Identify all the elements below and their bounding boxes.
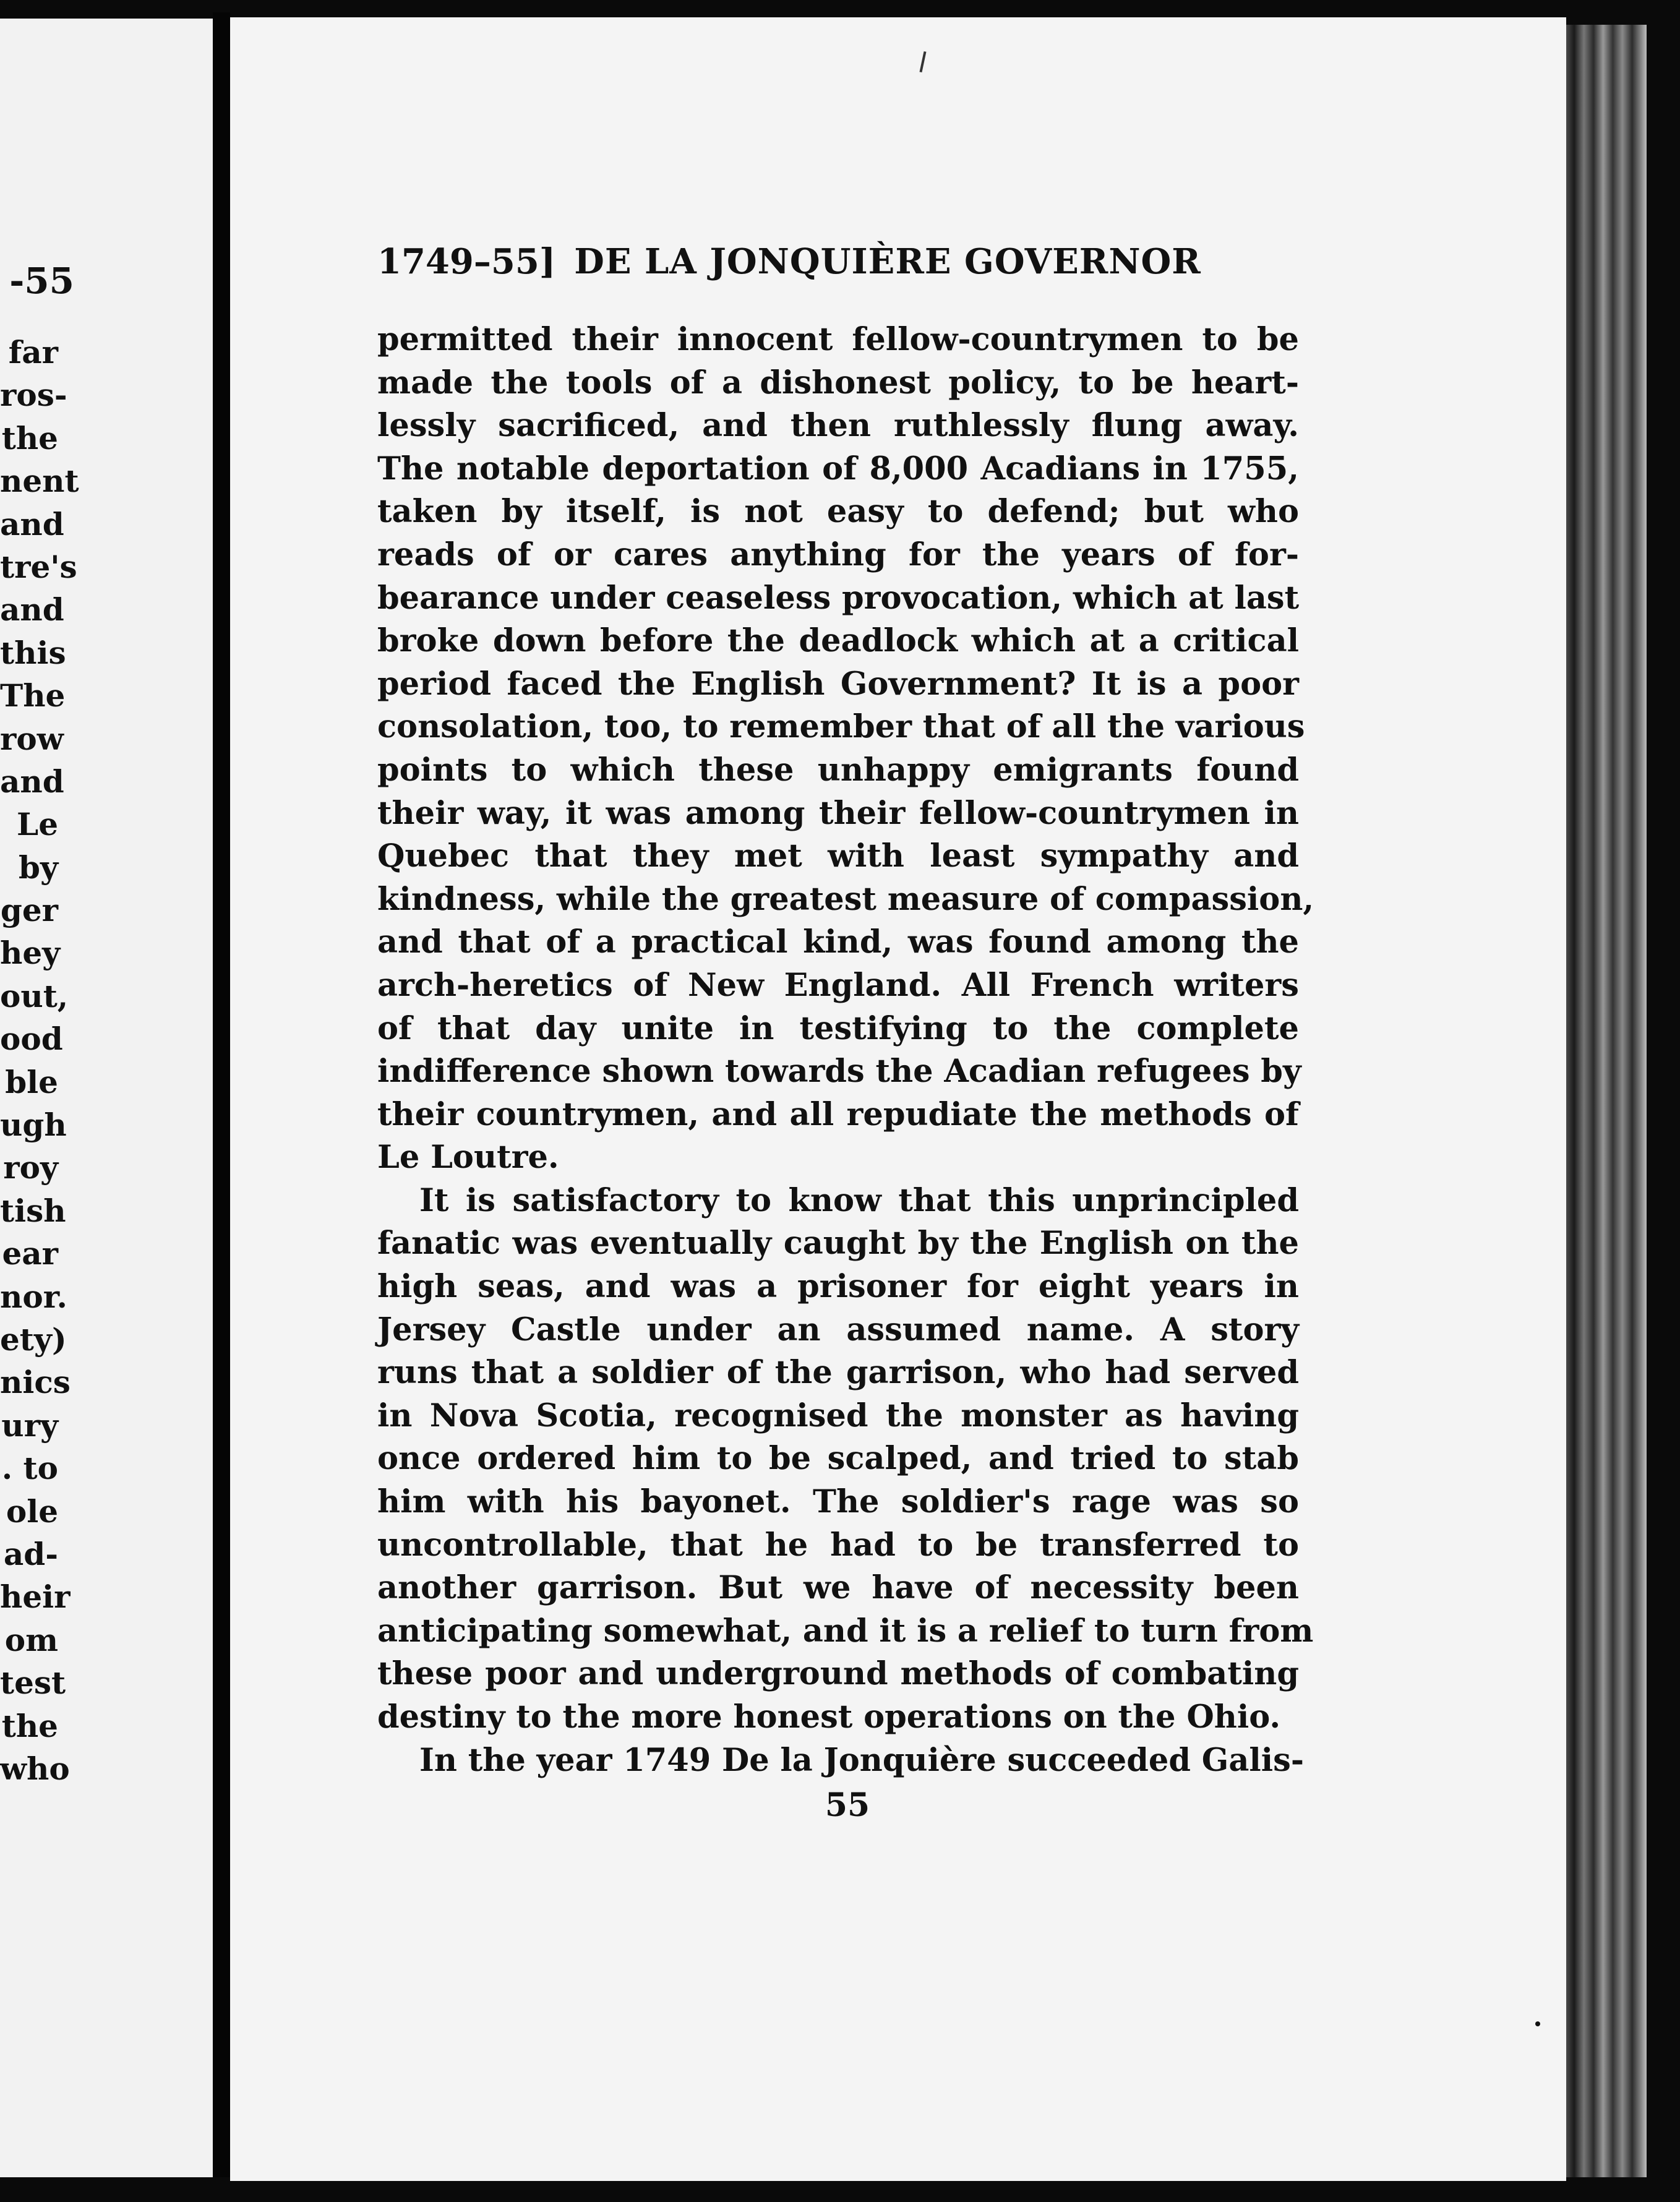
left-page-line-fragment: and (0, 505, 64, 542)
left-page-line-fragment: ger (0, 892, 58, 929)
text-line: lessly sacrificed, and then ruthlessly flung away. (377, 407, 1299, 445)
running-head-years: 1749–55] (377, 241, 556, 282)
left-page-line-fragment: Le (17, 806, 58, 843)
left-page-line-fragment: om (4, 1621, 58, 1658)
left-page-line-fragment: by (18, 849, 58, 886)
text-line: their way, it was among their fellow-countrymen in (377, 794, 1299, 832)
left-page-line-fragment: out, (0, 977, 69, 1014)
text-line: made the tools of a dishonest policy, to be heart- (377, 364, 1299, 401)
text-line: these poor and underground methods of combating (377, 1655, 1299, 1693)
left-page-line-fragment: heir (0, 1579, 71, 1616)
left-page-text-fragments (0, 331, 79, 1790)
page-number: 55 (825, 1786, 870, 1824)
page-smudge-mark (920, 51, 927, 72)
book-page-edge (1566, 25, 1647, 2177)
left-page-line-fragment: ood (0, 1021, 63, 1058)
page-speck (1535, 2021, 1540, 2026)
text-line: taken by itself, is not easy to defend; but who (377, 493, 1299, 531)
left-page-line-fragment: ugh (0, 1107, 67, 1144)
left-page-line-fragment: far (8, 334, 58, 371)
text-line: permitted their innocent fellow-countrymen to be (377, 321, 1299, 358)
left-page-line-fragment: ros- (0, 377, 67, 414)
text-line: bearance under ceaseless provocation, which at last (377, 579, 1300, 617)
text-line: destiny to the more honest operations on the Ohio. (377, 1699, 1281, 1736)
left-page-line-fragment: ear (2, 1235, 58, 1272)
body-text (377, 319, 1314, 1782)
left-page-line-fragment: hey (0, 935, 61, 972)
left-page (0, 19, 213, 2177)
left-page-line-fragment: the (1, 419, 58, 456)
text-line: anticipating somewhat, and it is a relief to turn from (377, 1612, 1314, 1650)
text-line: It is satisfactory to know that this unprincipled (419, 1181, 1299, 1219)
left-page-line-fragment: who (0, 1750, 70, 1787)
left-page-line-fragment: ble (5, 1063, 58, 1100)
left-running-head-fragment: -55 (9, 260, 74, 302)
text-line: another garrison. But we have of necessity been (377, 1569, 1299, 1607)
text-line: points to which these unhappy emigrants found (377, 751, 1299, 789)
text-line: of that day unite in testifying to the complete (377, 1009, 1299, 1047)
text-line: runs that a soldier of the garrison, who had served (377, 1354, 1299, 1392)
text-line: kindness, while the greatest measure of compassion, (377, 880, 1314, 918)
text-line: once ordered him to be scalped, and tried to stab (377, 1440, 1299, 1478)
left-page-line-fragment: the (1, 1707, 58, 1744)
text-line: in Nova Scotia, recognised the monster as having (377, 1397, 1299, 1434)
text-line: Jersey Castle under an assumed name. A story (377, 1311, 1299, 1348)
left-page-line-fragment: nor. (0, 1278, 67, 1315)
left-page-line-fragment: tish (0, 1192, 66, 1229)
left-page-line-fragment: ole (6, 1493, 58, 1530)
text-line: uncontrollable, that he had to be transferred to (377, 1526, 1299, 1564)
text-line: their countrymen, and all repudiate the methods of (377, 1095, 1299, 1133)
text-line: high seas, and was a prisoner for eight years in (377, 1268, 1299, 1306)
text-line: Le Loutre. (377, 1139, 559, 1176)
left-page-line-fragment: The (0, 677, 66, 714)
text-line: broke down before the deadlock which at a critical (377, 622, 1299, 660)
left-page-line-fragment: and (0, 591, 64, 628)
text-line: arch-heretics of New England. All French writers (377, 966, 1299, 1004)
left-page-line-fragment: nent (0, 463, 79, 500)
text-line: period faced the English Government? It is a poor (377, 665, 1299, 703)
left-page-line-fragment: roy (3, 1149, 58, 1186)
left-page-line-fragment: ety) (0, 1321, 67, 1358)
text-line: indifference shown towards the Acadian refugees by (377, 1053, 1301, 1090)
text-line: The notable deportation of 8,000 Acadians in 1755, (377, 450, 1299, 487)
left-page-line-fragment: tre's (0, 548, 77, 585)
text-line: fanatic was eventually caught by the English on the (377, 1225, 1299, 1262)
text-line: and that of a practical kind, was found among the (377, 923, 1299, 961)
book-gutter (213, 12, 230, 2177)
left-page-line-fragment: ad- (3, 1535, 58, 1572)
text-line: In the year 1749 De la Jonquière succeeded Galis- (419, 1741, 1304, 1779)
left-page-line-fragment: this (0, 634, 66, 671)
running-head (377, 241, 1293, 282)
left-page-line-fragment: . to (1, 1450, 58, 1487)
left-page-line-fragment: and (0, 763, 64, 800)
text-line: reads of or cares anything for the years of for- (377, 536, 1299, 573)
text-line: consolation, too, to remember that of all the various (377, 708, 1305, 746)
left-page-line-fragment: ury (1, 1407, 58, 1444)
text-line: Quebec that they met with least sympathy and (377, 838, 1299, 875)
left-page-line-fragment: test (0, 1664, 66, 1702)
text-line: him with his bayonet. The soldier's rage was so (377, 1483, 1299, 1521)
running-head-title: DE LA JONQUIÈRE GOVERNOR (574, 241, 1201, 282)
left-page-line-fragment: nics (0, 1364, 71, 1401)
left-page-line-fragment: row (0, 720, 64, 757)
